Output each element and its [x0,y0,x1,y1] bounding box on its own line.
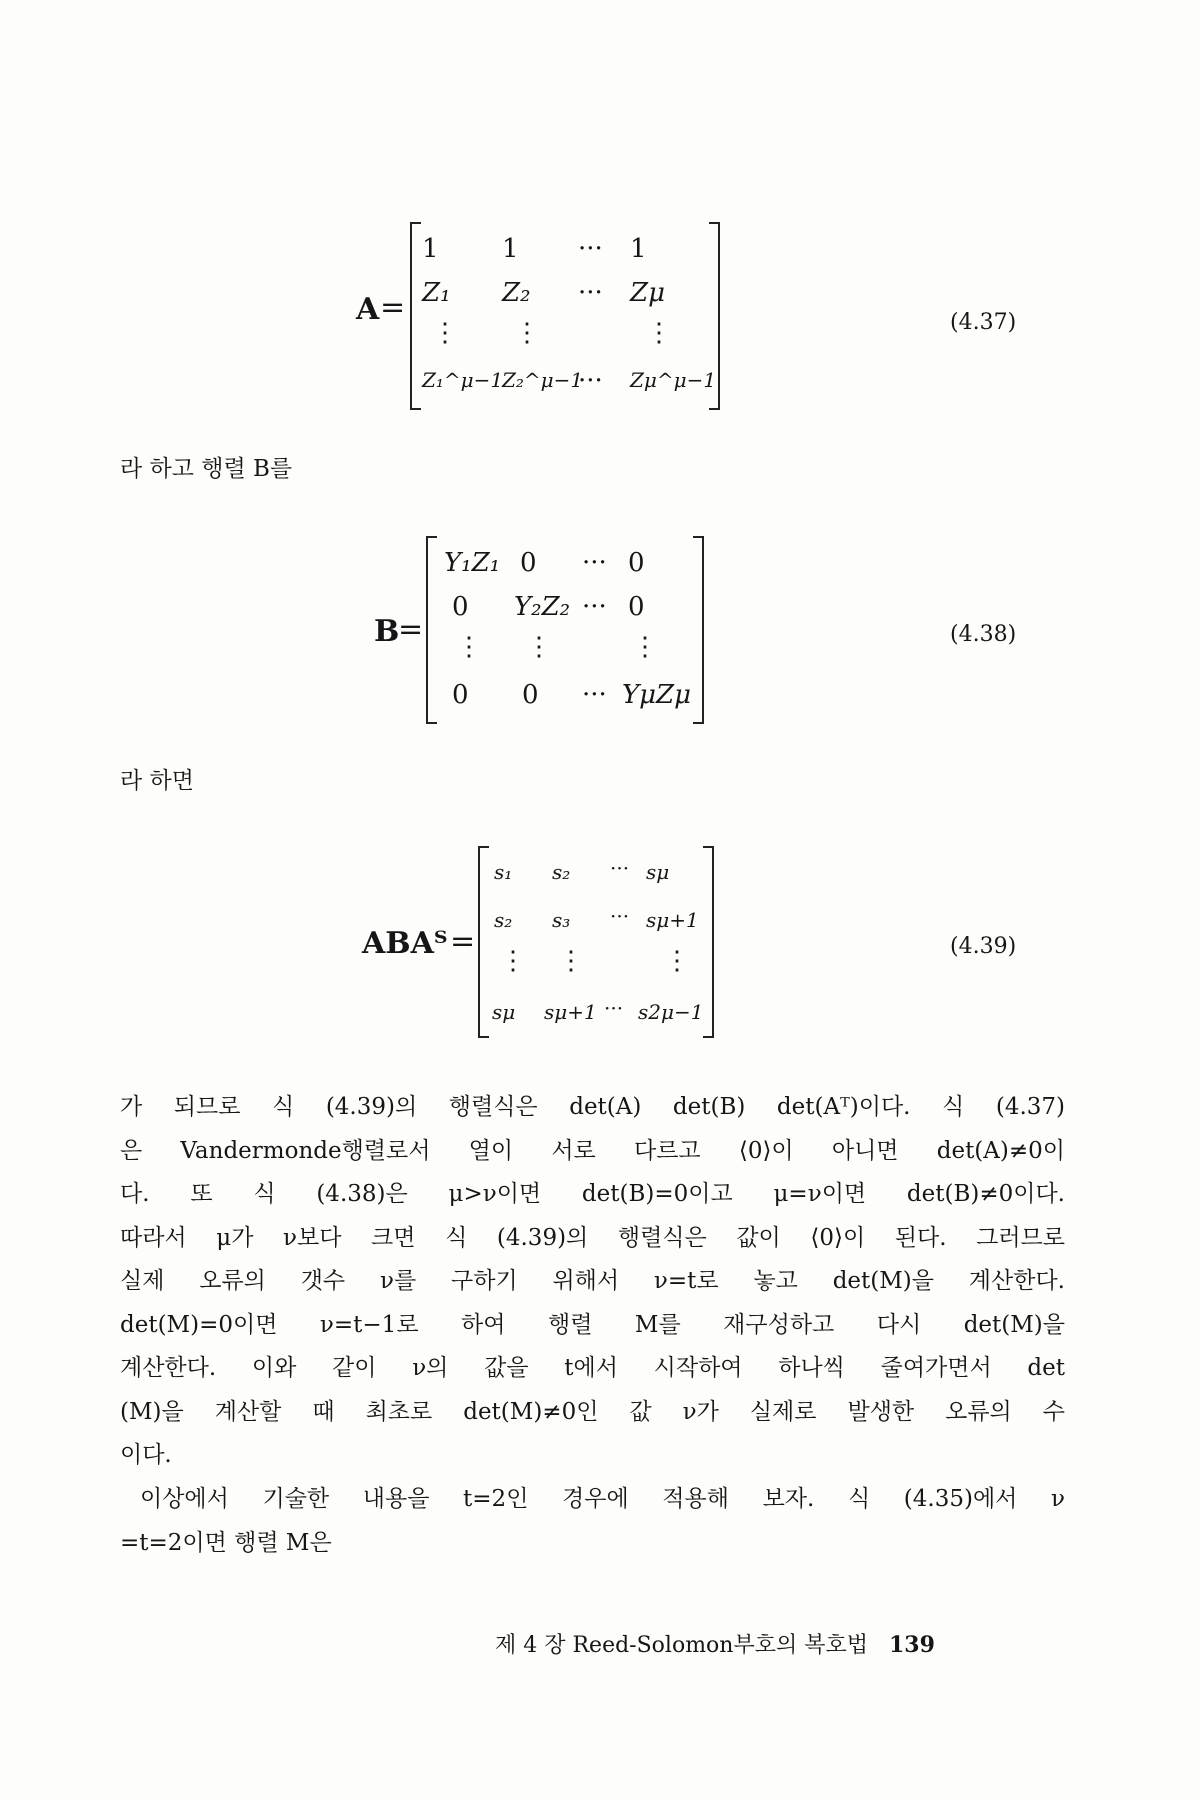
matrix-b-cell: 0 [520,548,537,578]
matrix-aba-t-cell: s₁ [494,860,513,884]
matrix-b-cell: 0 [628,548,645,578]
matrix-aba-t-cell: sμ+1 [646,908,699,932]
matrix-aba-t-cell: ··· [610,904,630,928]
matrix-b [426,536,704,724]
paragraph-line: 이상에서 기술한 내용을 t=2인 경우에 적용해 보자. 식 (4.35)에서 ν [140,1486,1065,1512]
matrix-b-cell: 0 [452,680,469,710]
matrix-a-cell: 1 [422,234,439,264]
matrix-aba-t-cell: ··· [610,856,630,880]
matrix-b-cell: Y₂Z₂ [514,592,571,622]
matrix-a-cell: Z₂ [502,278,531,308]
paragraph-line: 따라서 μ가 ν보다 크면 식 (4.39)의 행렬식은 값이 ⟨0⟩이 된다. 그러므로 [120,1224,1065,1251]
paragraph-line: =t=2이면 행렬 M은 [120,1529,332,1556]
matrix-a-cell: 1 [502,234,519,264]
matrix-a-cell: 1 [630,234,647,264]
matrix-b-cell: 0 [522,680,539,710]
paragraph-line: 은 Vandermonde행렬로서 열이 서로 다르고 ⟨0⟩이 아니면 det(A)≠0이 [120,1137,1065,1164]
matrix-b-cell: YμZμ [622,680,692,710]
matrix-a-cell: Z₂^μ−1 [502,368,584,392]
matrix-aba-t-cell: sμ+1 [544,1000,597,1024]
paragraph-line: 이다. [120,1442,172,1468]
eq438-equals: = [398,612,424,647]
eq437-lhs: A [356,292,380,327]
eq439-equals: = [450,924,476,959]
paragraph-line: det(M)=0이면 ν=t−1로 하여 행렬 M를 재구성하고 다시 det(M)을 [120,1311,1065,1338]
matrix-aba-t-cell: sμ [492,1000,516,1024]
matrix-b-right-bracket [693,536,704,724]
matrix-a-cell: Z₁^μ−1 [422,368,504,392]
matrix-aba-t-right-bracket [703,846,714,1038]
page-number: 139 [888,1632,935,1658]
matrix-a-left-bracket [410,222,421,410]
matrix-a [410,222,720,410]
matrix-a-cell: ⋮ [646,318,672,348]
matrix-aba-t-cell: s2μ−1 [638,1000,704,1024]
matrix-b-cell: 0 [628,592,645,622]
matrix-aba-t-cell: ⋮ [558,946,584,976]
matrix-a-cell: ⋮ [514,318,540,348]
paragraph-line: 실제 오류의 갯수 ν를 구하기 위해서 ν=t로 놓고 det(M)을 계산한다. [120,1268,1065,1294]
page-footer [495,1628,935,1659]
matrix-b-left-bracket [426,536,437,724]
matrix-b-cell: ··· [582,548,607,578]
matrix-aba-t [478,846,714,1038]
matrix-a-cell: Zμ [630,278,665,308]
matrix-a-cell: ··· [578,278,603,308]
matrix-b-cell: ⋮ [632,632,658,662]
matrix-aba-t-cell: ⋮ [664,946,690,976]
paragraph-line: 가 되므로 식 (4.39)의 행렬식은 det(A) det(B) det(Aᵀ)이다. 식 (4.37) [120,1094,1065,1120]
body-paragraph-2 [120,1478,1065,1565]
body-paragraph-1 [120,1086,1065,1478]
eq438-lhs: B [374,614,400,649]
matrix-b-cell: Y₁Z₁ [444,548,501,578]
matrix-a-cell: Z₁ [422,278,451,308]
matrix-b-cell: ··· [582,592,607,622]
matrix-aba-t-cell: s₂ [494,908,513,932]
matrix-a-cell: ··· [578,234,603,264]
matrix-aba-t-cell: s₂ [552,860,571,884]
chapter-title: 제 4 장 Reed-Solomon부호의 복호법 [495,1633,868,1658]
text-after-eq438: 라 하면 [120,768,194,794]
eq439-lhs: ABAᵀ [362,926,448,961]
matrix-aba-t-left-bracket [478,846,489,1038]
matrix-a-cell: ⋮ [432,318,458,348]
paragraph-line: (M)을 계산할 때 최초로 det(M)≠0인 값 ν가 실제로 발생한 오류의 수 [120,1398,1065,1425]
text-after-eq437: 라 하고 행렬 B를 [120,456,293,482]
matrix-a-cell: Zμ^μ−1 [630,368,717,392]
matrix-b-cell: ··· [582,680,607,710]
matrix-aba-t-cell: ⋮ [500,946,526,976]
paragraph-line: 다. 또 식 (4.38)은 μ>ν이면 det(B)=0이고 μ=ν이면 det(B)≠0이다. [120,1181,1065,1207]
matrix-aba-t-cell: s₃ [552,908,571,932]
matrix-b-cell: 0 [452,592,469,622]
eq437-equals: = [380,290,406,325]
eq439-number: (4.39) [950,934,1017,959]
paragraph-line: 계산한다. 이와 같이 ν의 값을 t에서 시작하여 하나씩 줄여가면서 det [120,1355,1065,1381]
matrix-b-cell: ⋮ [456,632,482,662]
matrix-b-cell: ⋮ [526,632,552,662]
matrix-aba-t-cell: sμ [646,860,670,884]
eq438-number: (4.38) [950,622,1017,647]
matrix-a-cell: ··· [578,366,603,396]
matrix-aba-t-cell: ··· [604,996,624,1020]
eq437-number: (4.37) [950,310,1017,335]
